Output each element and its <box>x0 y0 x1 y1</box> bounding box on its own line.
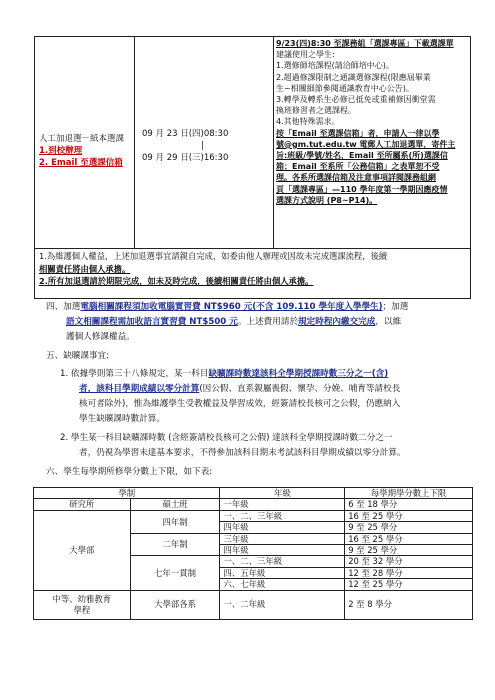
credits-table <box>33 487 473 620</box>
section-4-line1 <box>46 301 408 314</box>
range-cell: 9 至 25 學分 <box>345 522 473 533</box>
section-5-title: 五、缺曠課事宜: <box>46 351 110 361</box>
grade-cell: 六、七年級 <box>220 579 345 590</box>
text: 1. 依據學則第三十八條規定，某一科目 <box>60 369 209 379</box>
grade-cell: 一、二年級 <box>220 590 345 619</box>
subsystem-cell: 二年制 <box>130 533 220 556</box>
period-cell <box>135 37 274 249</box>
language-fee: 語文相關課程需加收語言實習費 NT$500 元 <box>66 317 238 327</box>
subsystem-cell: 七年一貫制 <box>130 556 220 590</box>
note-line: 旨:班級/學號/姓名，Email 至所屬系(所)選課信 <box>276 151 448 161</box>
text: 。上述費用請於 <box>237 317 299 327</box>
section-4-line2 <box>66 316 401 329</box>
table-row <box>34 499 473 510</box>
system-line: 學程 <box>73 604 91 615</box>
range-cell: 20 至 32 學分 <box>345 556 473 567</box>
period-separator: | <box>201 141 204 151</box>
range-cell: 9 至 25 學分 <box>345 545 473 556</box>
note-line: 生~相關細節參閱通識教育中心公告)。 <box>276 83 414 93</box>
footnote-2: 2.所有加退選請於期限完成，如未及時完成，後續相關責任將由個人承擔。 <box>39 276 314 286</box>
header-range: 每學期學分數上下限 <box>345 488 473 499</box>
zero-score-rule: 者，該科目學期成績以零分計算 <box>79 384 200 394</box>
deadline-text: 規定時程內繳交完成 <box>298 317 376 327</box>
note-line: 理。各系所選課信箱及注意事項詳閱課務組網 <box>276 173 436 183</box>
table-row <box>35 37 470 249</box>
method-email: 2. Email 至選課信箱 <box>39 158 123 168</box>
grade-cell: 一、二、三年級 <box>220 556 345 567</box>
period-start: 09 月 23 日(四)08:30 <box>142 129 229 139</box>
text: (因公假、直系親屬喪假、懷孕、分娩、哺育等請校長 <box>199 384 401 394</box>
section-5-1-line4: 學生缺曠課時數計算。 <box>79 414 165 424</box>
grade-cell: 四、五年級 <box>220 567 345 578</box>
note-line: 箱；Email 至系所「公務信箱」之表單恕不受 <box>276 162 440 172</box>
section-5-2-line2: 者，仍視為學習未達基本要求，不得參加該科目期末考試該科目學期成績以零分計算。 <box>79 448 406 458</box>
grade-cell: 一、二、三年級 <box>220 510 345 521</box>
note-line: 9/23(四)8:30 至課務組「選課專區」下載選課單 <box>276 39 454 48</box>
method-cell <box>35 37 135 249</box>
header-system: 學制 <box>34 488 220 499</box>
header-grade: 年級 <box>220 488 345 499</box>
method-in-person: 1.到校辦理 <box>39 146 83 156</box>
note-line: 建議使用之學生: <box>276 50 335 60</box>
system-cell: 研究所 <box>34 499 131 510</box>
computer-fee: 電腦相關課程須加收電腦實習費 NT$960 元(不含 109.110 學年度入學學生) <box>80 302 383 312</box>
range-cell: 16 至 25 學分 <box>345 510 473 521</box>
table-header-row <box>34 488 473 499</box>
section-5-1-line1 <box>60 368 388 381</box>
text: ，以維 <box>375 317 402 327</box>
range-cell: 16 至 25 學分 <box>345 533 473 544</box>
text: 四、加選 <box>46 302 81 312</box>
note-line: 換班修習者之選課程。 <box>276 106 356 116</box>
table-footnotes <box>35 249 470 289</box>
grade-cell: 四年級 <box>220 545 345 556</box>
footnote-1-line1: 1.為維護個人權益，上述加退選事宜請親自完成，如委由他人辦理或因故未完成選課流程，後續 <box>39 251 388 261</box>
grade-cell: 四年級 <box>220 522 345 533</box>
system-cell: 大學部 <box>34 510 131 590</box>
text: ；加選 <box>382 302 409 312</box>
period-end: 09 月 29 日(三)16:30 <box>142 153 229 163</box>
section-6-title: 六、學生每學期所修學分數上下限，如下表: <box>46 467 213 477</box>
section-5-1-line2 <box>79 383 400 396</box>
range-cell: 6 至 18 學分 <box>345 499 473 510</box>
system-line: 中等、幼雅教育 <box>52 593 112 604</box>
range-cell: 12 至 25 學分 <box>345 579 473 590</box>
subsystem-cell: 碩士班 <box>130 499 220 510</box>
note-line: 號@gm.tut.edu.tw 電郵人工加退選單，寄件主 <box>276 139 456 149</box>
note-line: 選課方式說明 (P8~P14)。 <box>276 195 378 205</box>
section-4-line3: 護個人修課權益。 <box>66 332 135 342</box>
range-cell: 2 至 8 學分 <box>345 590 473 619</box>
note-line: 頁「選課專區」—110 學年度第一學期因應疫情 <box>276 184 448 194</box>
table-row <box>34 510 473 521</box>
footnote-1-line2: 相關責任將由個人承擔。 <box>39 263 131 274</box>
subsystem-cell: 四年制 <box>130 510 220 533</box>
notes-cell <box>274 37 472 249</box>
absence-rule: 缺曠課時數達該科全學期授課時數三分之一(含) <box>208 369 389 379</box>
subsystem-cell: 大學部各系 <box>130 590 220 619</box>
note-line: 3.轉學及轉系生必修已抵免或重補修因衝堂需 <box>276 95 436 105</box>
grade-cell: 一年級 <box>220 499 345 510</box>
grade-cell: 三年級 <box>220 533 345 544</box>
method-title: 人工加退選－紙本選課 <box>39 134 125 144</box>
note-line: 4.其他特殊需求。 <box>276 117 340 127</box>
system-cell <box>34 590 131 619</box>
section-5-2-line1: 2. 學生某一科目缺曠課時數 (含經簽請校長核可之公假) 達該科全學期授課時數二分之一 <box>60 433 393 443</box>
range-cell: 12 至 28 學分 <box>345 567 473 578</box>
course-selection-table <box>34 36 471 299</box>
note-line: 2.超過修課限制之通識選修課程(限應屆畢業 <box>276 72 431 82</box>
note-line: 1.選修師培課程(請洽師培中心)。 <box>276 61 394 71</box>
section-5-1-line3: 核可者除外)，惟為維護學生受教權益及學習成效，經簽請校長核可之公假，仍應納入 <box>79 399 401 409</box>
table-row <box>34 590 473 619</box>
note-line: 按「Email 至選課信箱」者，申請人一律以學 <box>276 128 440 138</box>
